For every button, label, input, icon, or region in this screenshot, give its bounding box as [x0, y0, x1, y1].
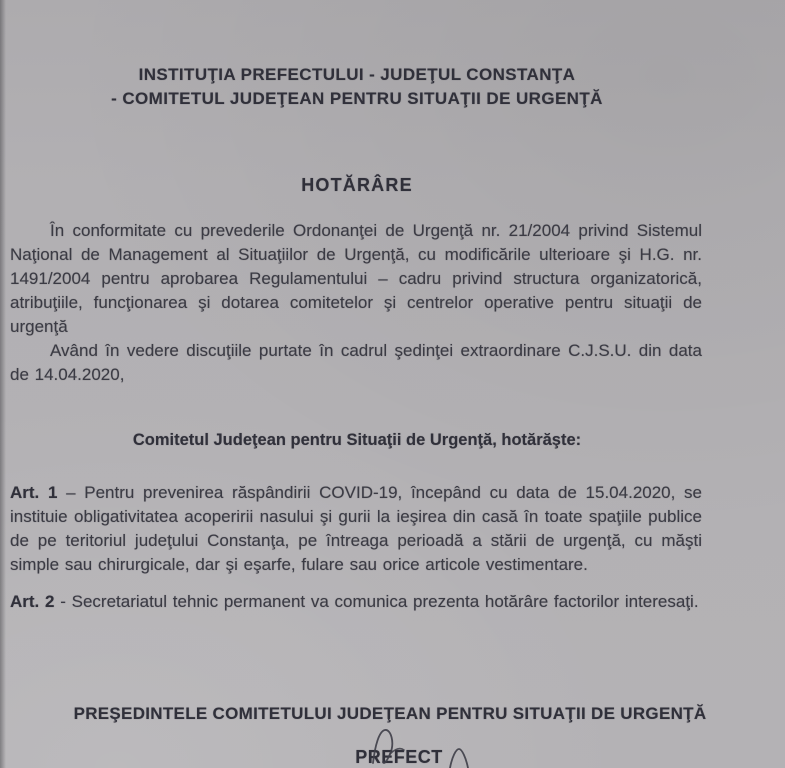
article-2-text: Secretariatul tehnic permanent va comunica prezenta hotărâre factorilor interesaţi. — [71, 592, 699, 611]
preamble-paragraph-2: Având în vedere discuţiile purtate în cadrul şedinţei extraordinare C.J.S.U. din data de 14.04.2020, — [10, 341, 702, 384]
article-1-text: Pentru prevenirea răspândirii COVID-19, începând cu data de 15.04.2020, se instituie obligativitatea acoperirii nasului şi gurii la ieşirea din casă în toate spaţiile publice de pe teritoriul judeţului Constanţa, pe întreaga perioadă a stării de urgenţă, cu măşti simple sau chirurgicale, dar şi eşarfe, fulare sau orice articole vestimentare. — [10, 483, 702, 574]
article-2-label: Art. 2 — [10, 592, 55, 611]
signature-title: PREŞEDINTELE COMITETULUI JUDEŢEAN PENTRU SITUAŢII DE URGENŢĂ — [73, 704, 707, 723]
article-2-separator: - — [60, 592, 66, 611]
article-2 — [10, 590, 702, 614]
decision-heading: Comitetul Judeţean pentru Situaţii de Urgenţă, hotărăşte: — [132, 431, 582, 449]
article-1-separator: – — [66, 483, 76, 502]
scan-edge-shadow — [0, 0, 6, 768]
article-1 — [10, 481, 702, 577]
document-title: HOTĂRÂRE — [301, 175, 413, 195]
document-header — [0, 63, 714, 110]
header-line-1: INSTITUŢIA PREFECTULUI - JUDEŢUL CONSTANŢA — [138, 65, 576, 84]
header-line-2: - COMITETUL JUDEŢEAN PENTRU SITUAŢII DE URGENŢĂ — [111, 88, 603, 108]
signature-block — [60, 703, 720, 768]
signature-role: PREFECT — [355, 747, 443, 767]
article-1-label: Art. 1 — [10, 483, 58, 502]
preamble-section — [10, 219, 702, 387]
preamble-paragraph-1: În conformitate cu prevederile Ordonanţei de Urgenţă nr. 21/2004 privind Sistemul Naţional de Management al Situaţiilor de Urgenţă, cu modificările ulterioare şi H.G. nr. 1491/2004 pentru aprobarea Regulamentului – cadru privind structura organizatorică, atribuţiile, funcţionarea şi dotarea comitetelor şi centrelor operative pentru situaţii de urgenţă — [10, 221, 702, 336]
